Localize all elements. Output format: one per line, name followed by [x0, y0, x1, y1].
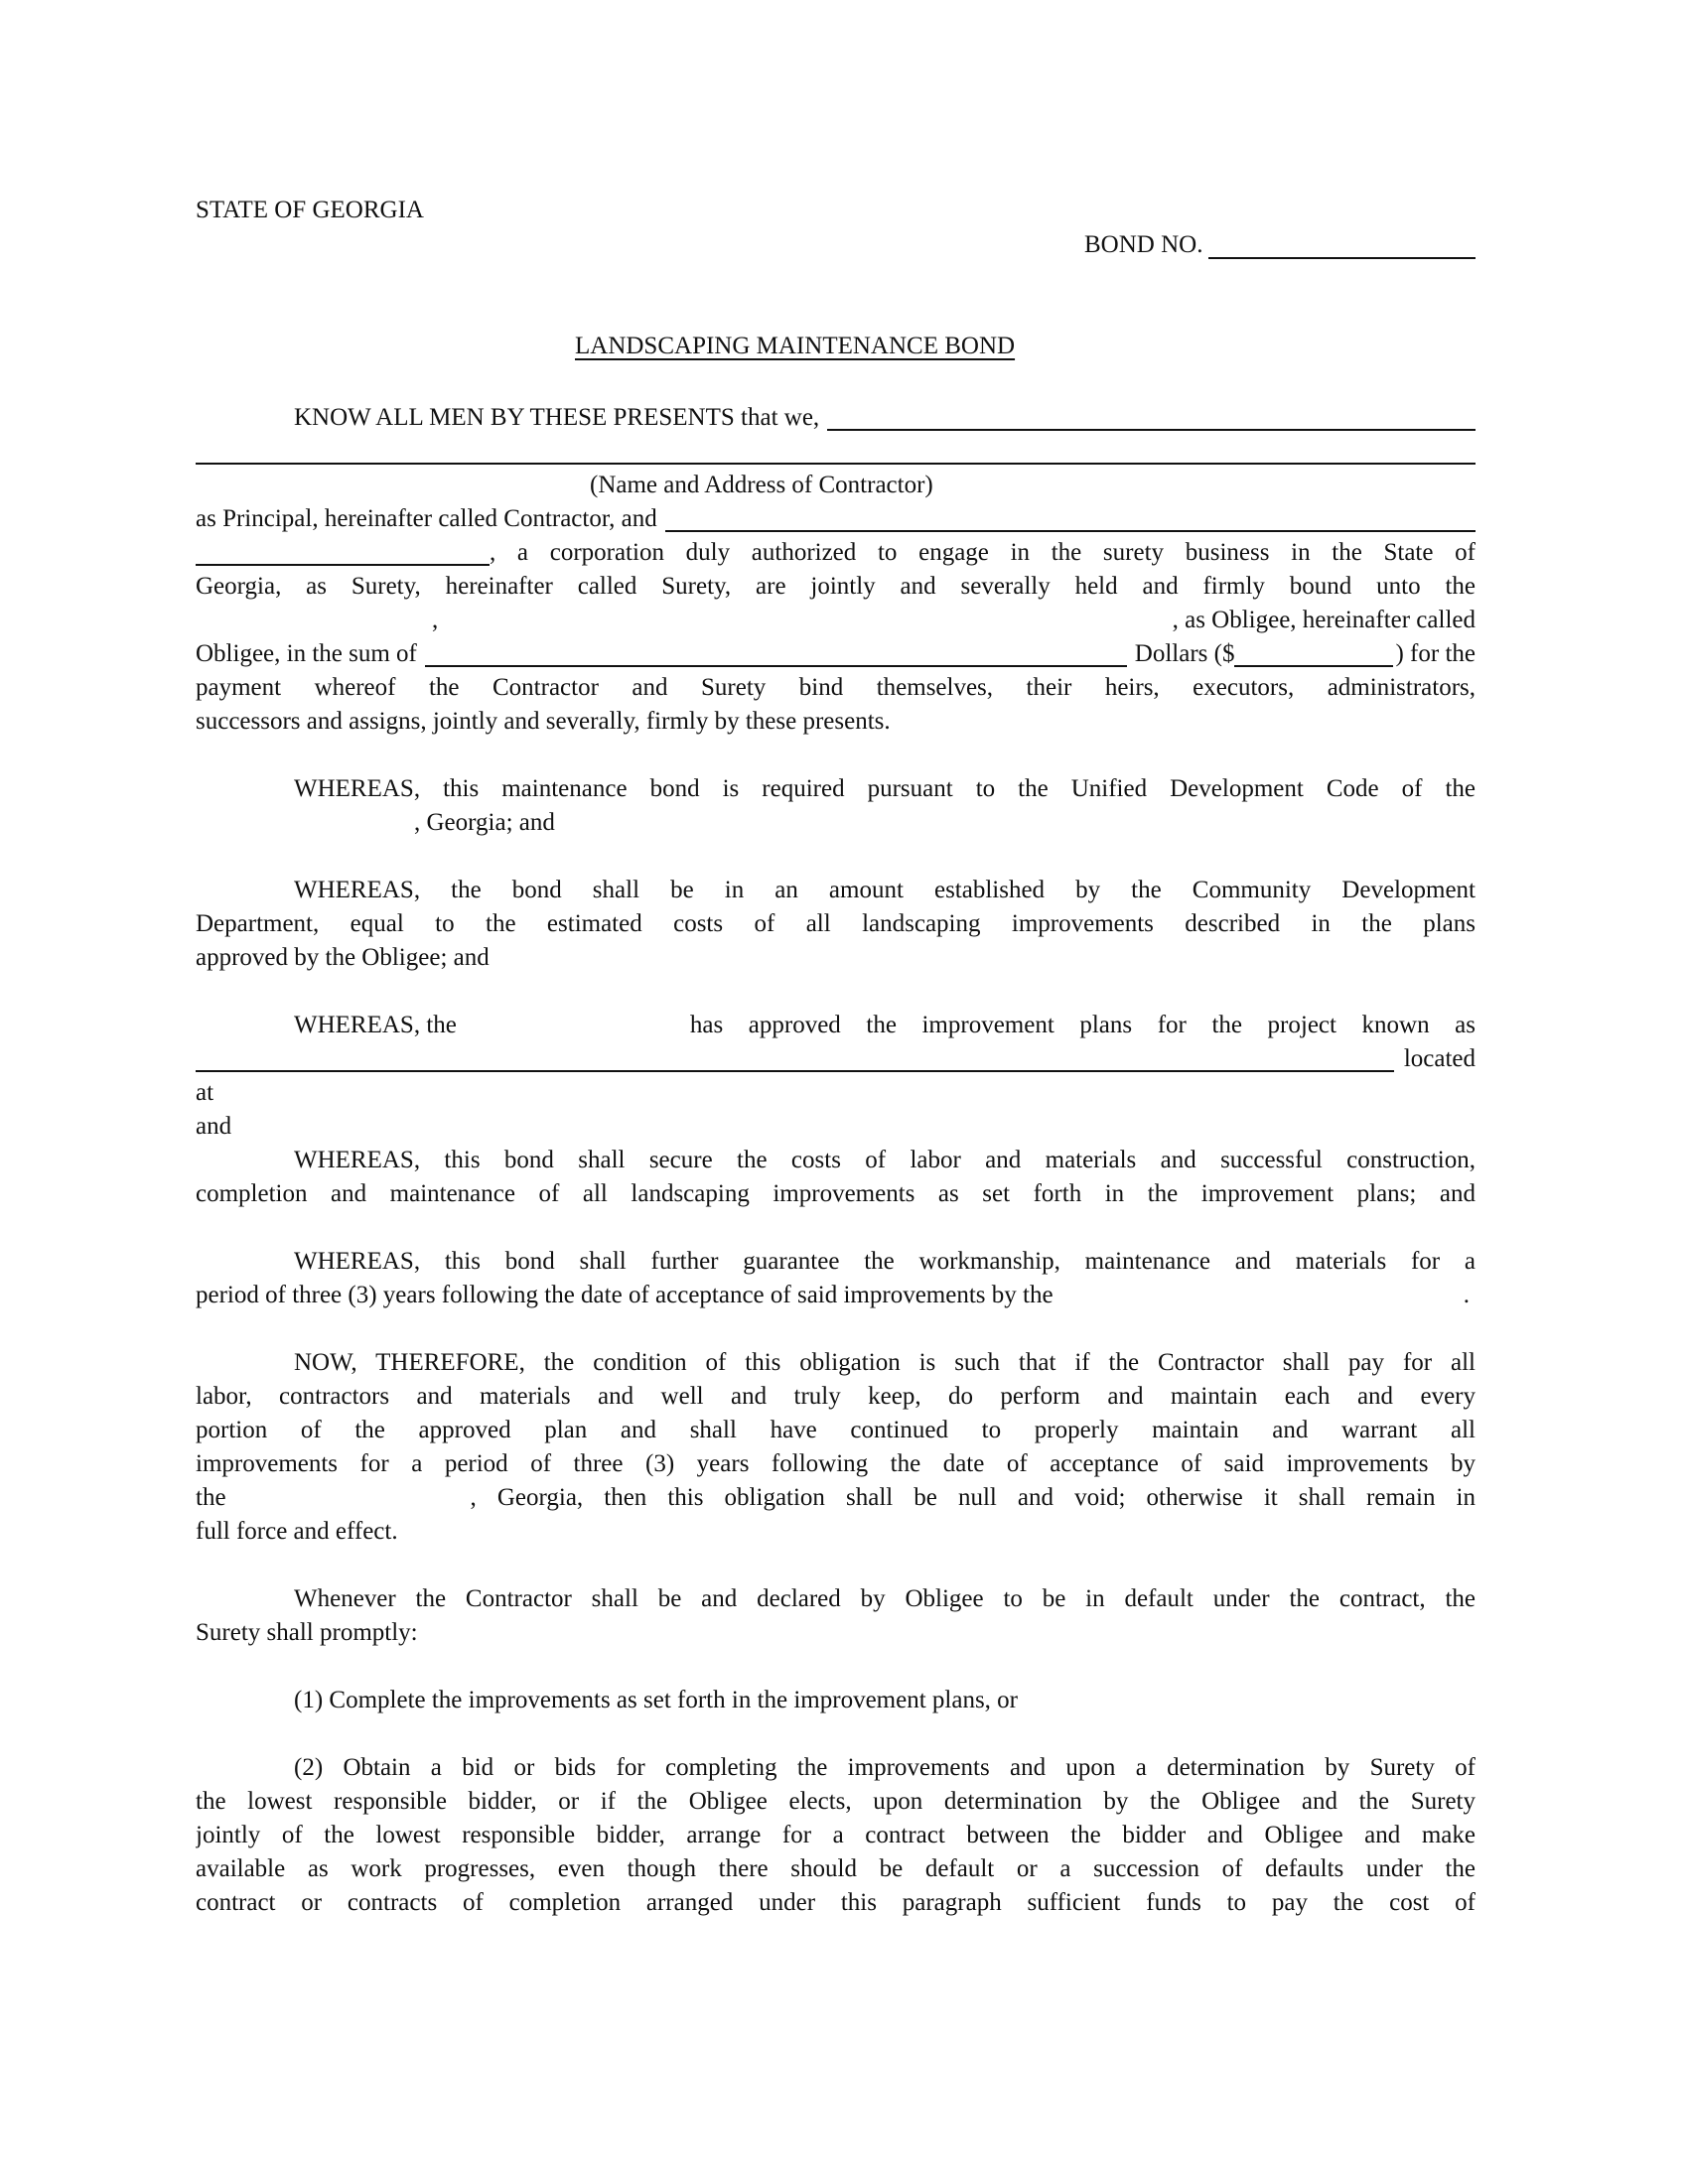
option-2-line-2: the lowest responsible bidder, or if the Obligee elects, upon determination by the Obligee and the Surety [196, 1788, 1476, 1815]
full-force-line: full force and effect. [196, 1518, 398, 1545]
whereas-amount-line: WHEREAS, the bond shall be in an amount established by the Community Development [294, 877, 1476, 903]
and-text: and [196, 1113, 232, 1140]
principal-line [196, 502, 1476, 536]
contractor-name-blank[interactable] [827, 403, 1476, 431]
the-text: the [196, 1484, 226, 1511]
whereas-the-text: WHEREAS, the [294, 1012, 457, 1038]
successors-line: successors and assigns, jointly and severally, firmly by these presents. [196, 708, 891, 735]
period-line [196, 1279, 1476, 1312]
now-therefore-line: NOW, THEREFORE, the condition of this obligation is such that if the Contractor shall pay for all [294, 1349, 1476, 1376]
principal-text: as Principal, hereinafter called Contractor, and [196, 505, 657, 532]
document-body [196, 401, 1476, 1920]
whereas-approved-line [196, 1009, 1476, 1042]
option-2-line-3: jointly of the lowest responsible bidder, arrange for a contract between the bidder and Obligee and make [196, 1822, 1476, 1848]
improvements-line: improvements for a period of three (3) years following the date of acceptance of said improvements by [196, 1450, 1476, 1477]
option-2-line: (2) Obtain a bid or bids for completing the improvements and upon a determination by Surety of [294, 1754, 1476, 1781]
know-all-men-text: KNOW ALL MEN BY THESE PRESENTS that we, [294, 404, 820, 431]
name-address-caption: (Name and Address of Contractor) [590, 472, 933, 498]
option-2-line-5: contract or contracts of completion arranged under this paragraph sufficient funds to pay the cost of [196, 1889, 1476, 1916]
null-void-text: , Georgia, then this obligation shall be null and void; otherwise it shall remain in [470, 1484, 1476, 1511]
contractor-address-line [196, 435, 1476, 469]
bond-number-field [1084, 231, 1476, 265]
surety-name-blank-2[interactable] [196, 538, 490, 566]
sum-text: Obligee, in the sum of [196, 640, 417, 667]
payment-line: payment whereof the Contractor and Surety bind themselves, their heirs, executors, administrators, [196, 674, 1476, 701]
whereas-guarantee-line: WHEREAS, this bond shall further guarantee the workmanship, maintenance and materials for a [294, 1248, 1476, 1275]
bond-number-blank[interactable] [1208, 231, 1476, 259]
dollars-label: Dollars ($ [1134, 640, 1235, 667]
obligee-comma: , [432, 607, 439, 633]
period-text: period of three (3) years following the date of acceptance of said improvements by the [196, 1282, 1054, 1308]
whenever-line: Whenever the Contractor shall be and declared by Obligee to be in default under the contract, the [294, 1585, 1476, 1612]
georgia-and-line: , Georgia; and [414, 809, 555, 836]
sum-line [196, 637, 1476, 671]
obligee-line [196, 604, 1476, 637]
corporation-line [196, 536, 1476, 570]
portion-line: portion of the approved plan and shall have continued to properly maintain and warrant all [196, 1417, 1476, 1443]
located-text: located [1403, 1045, 1476, 1072]
whereas-secure-line: WHEREAS, this bond shall secure the costs of labor and materials and successful construction, [294, 1147, 1476, 1173]
for-the-text: ) for the [1395, 640, 1476, 667]
document-title: LANDSCAPING MAINTENANCE BOND [575, 333, 1016, 359]
sum-words-blank[interactable] [425, 639, 1127, 667]
whereas-udc-line: WHEREAS, this maintenance bond is required pursuant to the Unified Development Code of the [294, 775, 1476, 802]
surety-line: Georgia, as Surety, hereinafter called Surety, are jointly and severally held and firmly bound unto the [196, 573, 1476, 600]
contractor-address-blank[interactable] [196, 437, 1476, 465]
know-all-men-line [196, 401, 1476, 435]
project-name-line [196, 1042, 1476, 1076]
obligee-text: , as Obligee, hereinafter called [1172, 607, 1476, 633]
completion-line: completion and maintenance of all landscaping improvements as set forth in the improvement plans; and [196, 1180, 1476, 1207]
option-1-line: (1) Complete the improvements as set forth in the improvement plans, or [294, 1687, 1019, 1713]
the-georgia-line [196, 1481, 1476, 1515]
period-end: . [1463, 1282, 1470, 1308]
approved-line: approved by the Obligee; and [196, 944, 490, 971]
surety-promptly-line: Surety shall promptly: [196, 1619, 418, 1646]
state-heading: STATE OF GEORGIA [196, 197, 424, 223]
approved-plans-text: has approved the improvement plans for the project known as [689, 1012, 1476, 1038]
project-name-blank[interactable] [196, 1044, 1394, 1072]
option-2-line-4: available as work progresses, even though there should be default or a succession of defaults under the [196, 1855, 1476, 1882]
sum-amount-blank[interactable] [1234, 639, 1393, 667]
labor-line: labor, contractors and materials and well and truly keep, do perform and maintain each and every [196, 1383, 1476, 1410]
corporation-text: , a corporation duly authorized to engage in the surety business in the State of [490, 539, 1476, 566]
department-line: Department, equal to the estimated costs of all landscaping improvements described in the plans [196, 910, 1476, 937]
bond-number-label: BOND NO. [1084, 231, 1203, 258]
at-text: at [196, 1079, 214, 1106]
surety-name-blank[interactable] [665, 504, 1476, 532]
